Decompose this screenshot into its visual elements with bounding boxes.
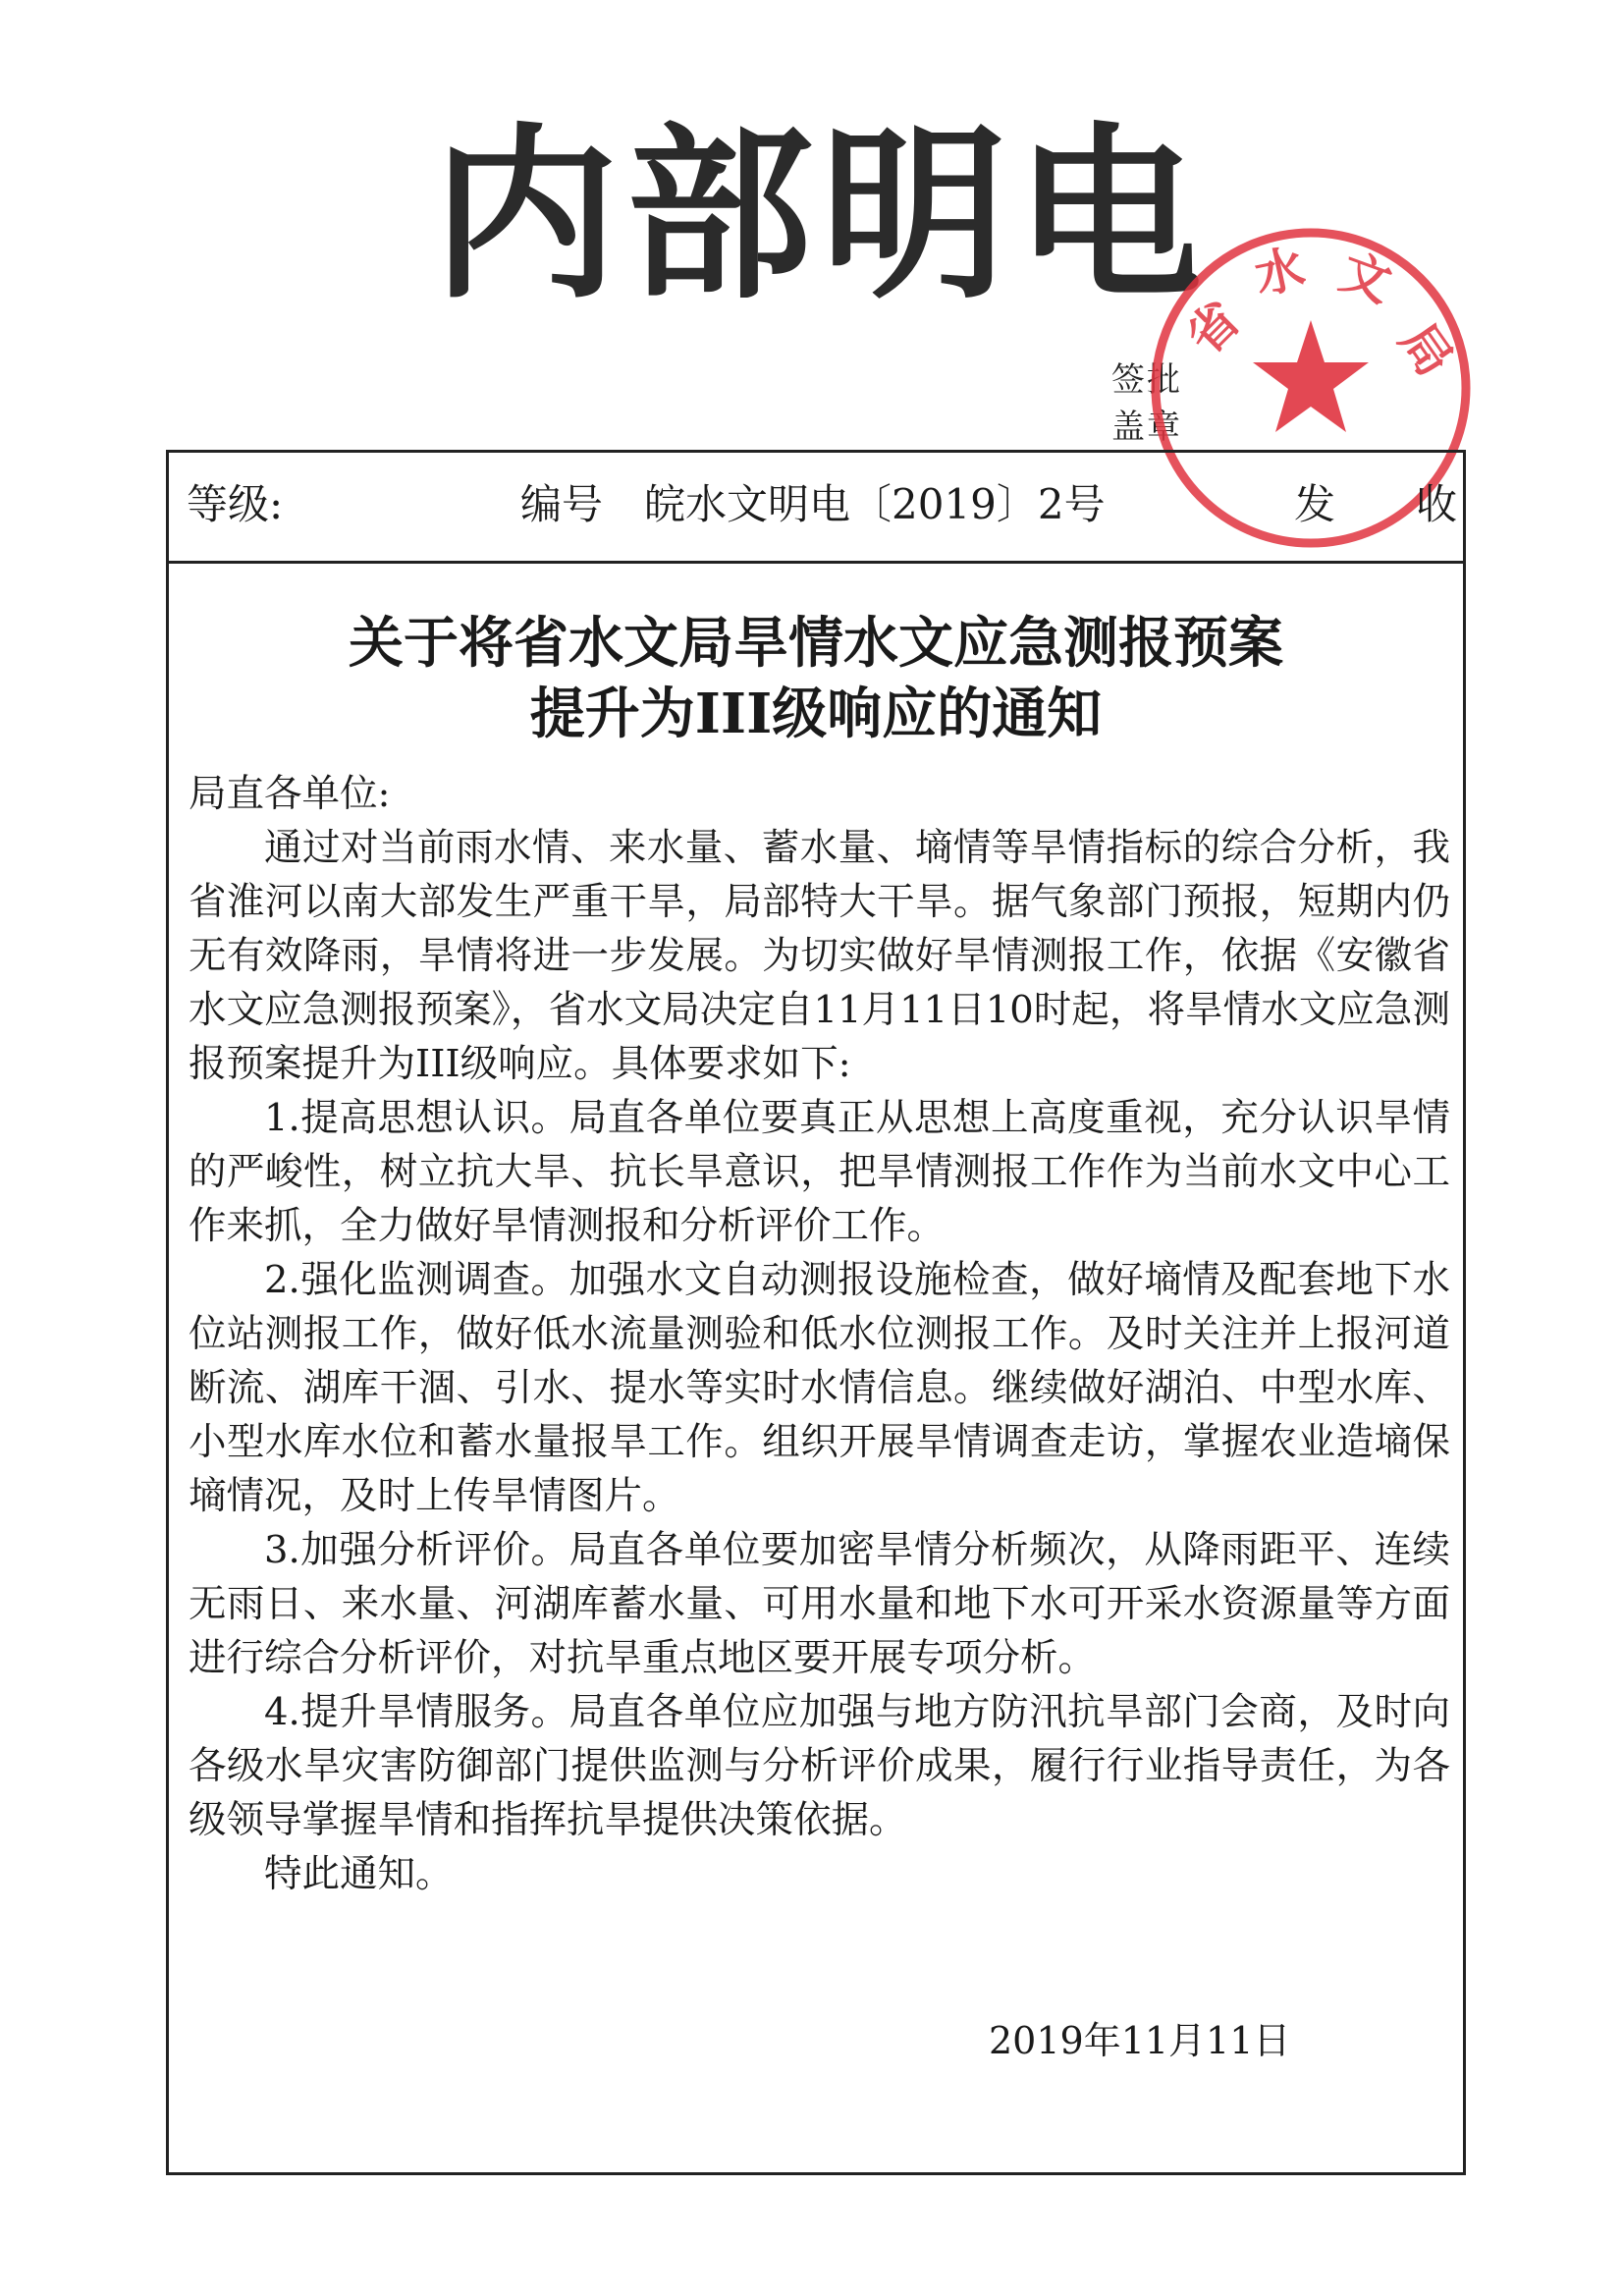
document-frame [166,450,1466,2175]
seal-label: 盖章 [1111,408,1182,447]
body-paragraph: 1.提高思想认识。局直各单位要真正从思想上高度重视，充分认识旱情的严峻性，树立抗大旱、抗长旱意识，把旱情测报工作作为当前水文中心工作来抓，全力做好旱情测报和分析评价工作。 [189,1096,1450,1248]
seal-char: 局 [1388,313,1464,387]
issue-date: 2019年11月11日 [989,2019,1291,2062]
body-paragraph: 2.强化监测调查。加强水文自动测报设施检查，做好墒情及配套地下水位站测报工作，做好低水流量测验和低水位测报工作。及时关注并上报河道断流、湖库干涸、引水、提水等实时水情信息。继续做好湖泊、中型水库、小型水库水位和蓄水量报旱工作。组织开展旱情调查走访，掌握农业造墒保墒情况，及时上传旱情图片。 [189,1258,1450,1518]
notice-title [169,608,1463,749]
seal-char: 水 [1249,239,1310,305]
sign-label: 签批 [1111,360,1182,400]
body-paragraph: 4.提升旱情服务。局直各单位应加强与地方防汛抗旱部门会商，及时向各级水旱灾害防御部门提供监测与分析评价成果，履行行业指导责任，为各级领导掌握旱情和指挥抗旱提供决策依据。 [189,1690,1450,1842]
seal-char: 文 [1332,243,1399,313]
send-label: 发 [1294,480,1336,528]
grade-label: 等级: [187,480,284,528]
title-line: 提升为III级响应的通知 [529,682,1103,746]
document-header-row [169,453,1463,564]
receive-label: 收 [1416,480,1458,528]
seal-char: 省 [1175,290,1252,366]
salutation: 局直各单位: [189,772,391,816]
title-line: 关于将省水文局旱情水文应急测报预案 [349,611,1283,676]
body-paragraph: 3.加强分析评价。局直各单位要加密旱情分析频次，从降雨距平、连续无雨日、来水量、河湖库蓄水量、可用水量和地下水可开采水资源量等方面进行综合分析评价，对抗旱重点地区要开展专项分析。 [189,1528,1450,1680]
number-label: 编号 [520,480,604,528]
closing-line: 特此通知。 [264,1852,454,1896]
seal-star-icon [1253,320,1369,432]
masthead-title: 内部明电 [432,107,1211,324]
document-number [520,480,1106,528]
notice-body [189,767,1450,1901]
number-value: 皖水文明电〔2019〕2号 [644,480,1106,528]
body-paragraph: 通过对当前雨水情、来水量、蓄水量、墒情等旱情指标的综合分析，我省淮河以南大部发生严重干旱，局部特大干旱。据气象部门预报，短期内仍无有效降雨，旱情将进一步发展。为切实做好旱情测报工作，依据《安徽省水文应急测报预案》，省水文局决定自11月11日10时起，将旱情水文应急测报预案提升为III级响应。具体要求如下: [189,826,1450,1086]
